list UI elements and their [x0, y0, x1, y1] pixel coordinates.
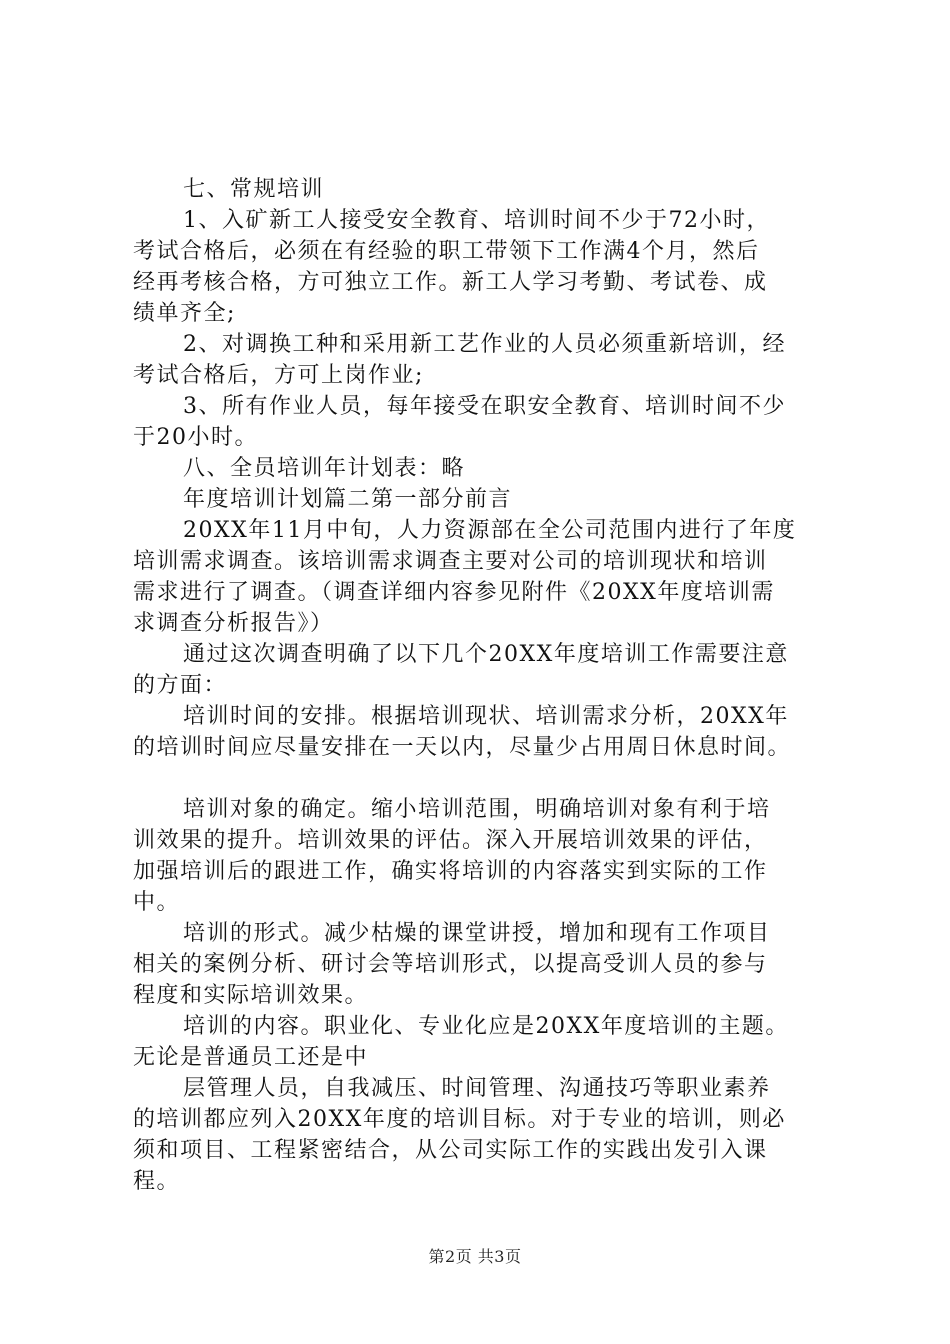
paragraph-line: 培训需求调查。该培训需求调查主要对公司的培训现状和培训 — [133, 549, 768, 574]
paragraph-line: 加强培训后的跟进工作，确实将培训的内容落实到实际的工作 — [133, 859, 768, 884]
paragraph-line: 培训时间的安排。根据培训现状、培训需求分析，20XX年 — [183, 704, 789, 729]
paragraph-line: 需求进行了调查。（调查详细内容参见附件《20XX年度培训需 — [133, 580, 775, 605]
page-number-footer: 第2页 共3页 — [428, 1247, 522, 1266]
paragraph-line: 层管理人员，自我减压、时间管理、沟通技巧等职业素养 — [183, 1076, 771, 1101]
blank-line — [133, 763, 833, 794]
section-heading-routine-training: 七、常规培训 — [183, 177, 325, 202]
paragraph-line: 的培训时间应尽量安排在一天以内，尽量少占用周日休息时间。 — [133, 735, 792, 760]
paragraph-line: 无论是普通员工还是中 — [133, 1045, 369, 1070]
section-heading-preface: 年度培训计划篇二第一部分前言 — [183, 487, 513, 512]
document-body — [133, 174, 833, 1197]
paragraph-line: 培训的形式。减少枯燥的课堂讲授，增加和现有工作项目 — [183, 921, 771, 946]
paragraph-line: 考试合格后，必须在有经验的职工带领下工作满4个月，然后 — [133, 239, 760, 264]
paragraph-line: 于20小时。 — [133, 425, 258, 450]
section-heading-annual-plan: 八、全员培训年计划表：略 — [183, 456, 466, 481]
paragraph-line: 绩单齐全; — [133, 301, 236, 326]
paragraph-line: 程度和实际培训效果。 — [133, 983, 369, 1008]
paragraph-line: 求调查分析报告》） — [133, 611, 334, 636]
paragraph-line: 的方面： — [133, 673, 228, 698]
paragraph-line: 经再考核合格，方可独立工作。新工人学习考勤、考试卷、成 — [133, 270, 768, 295]
paragraph-line: 中。 — [133, 890, 181, 915]
paragraph-line: 20XX年11月中旬，人力资源部在全公司范围内进行了年度 — [183, 518, 797, 543]
paragraph-line: 的培训都应列入20XX年度的培训目标。对于专业的培训，则必 — [133, 1107, 786, 1132]
paragraph-line: 通过这次调查明确了以下几个20XX年度培训工作需要注意 — [183, 642, 789, 667]
paragraph-line: 2、对调换工种和采用新工艺作业的人员必须重新培训，经 — [183, 332, 786, 357]
paragraph-line: 培训对象的确定。缩小培训范围，明确培训对象有利于培 — [183, 797, 771, 822]
paragraph-line: 训效果的提升。培训效果的评估。深入开展培训效果的评估， — [133, 828, 768, 853]
paragraph-line: 相关的案例分析、研讨会等培训形式，以提高受训人员的参与 — [133, 952, 768, 977]
paragraph-line: 程。 — [133, 1169, 181, 1194]
paragraph-line: 须和项目、工程紧密结合，从公司实际工作的实践出发引入课 — [133, 1138, 768, 1163]
paragraph-line: 1、入矿新工人接受安全教育、培训时间不少于72小时， — [183, 208, 770, 233]
paragraph-line: 3、所有作业人员，每年接受在职安全教育、培训时间不少 — [183, 394, 786, 419]
paragraph-line: 培训的内容。职业化、专业化应是20XX年度培训的主题。 — [183, 1014, 789, 1039]
paragraph-line: 考试合格后，方可上岗作业; — [133, 363, 424, 388]
